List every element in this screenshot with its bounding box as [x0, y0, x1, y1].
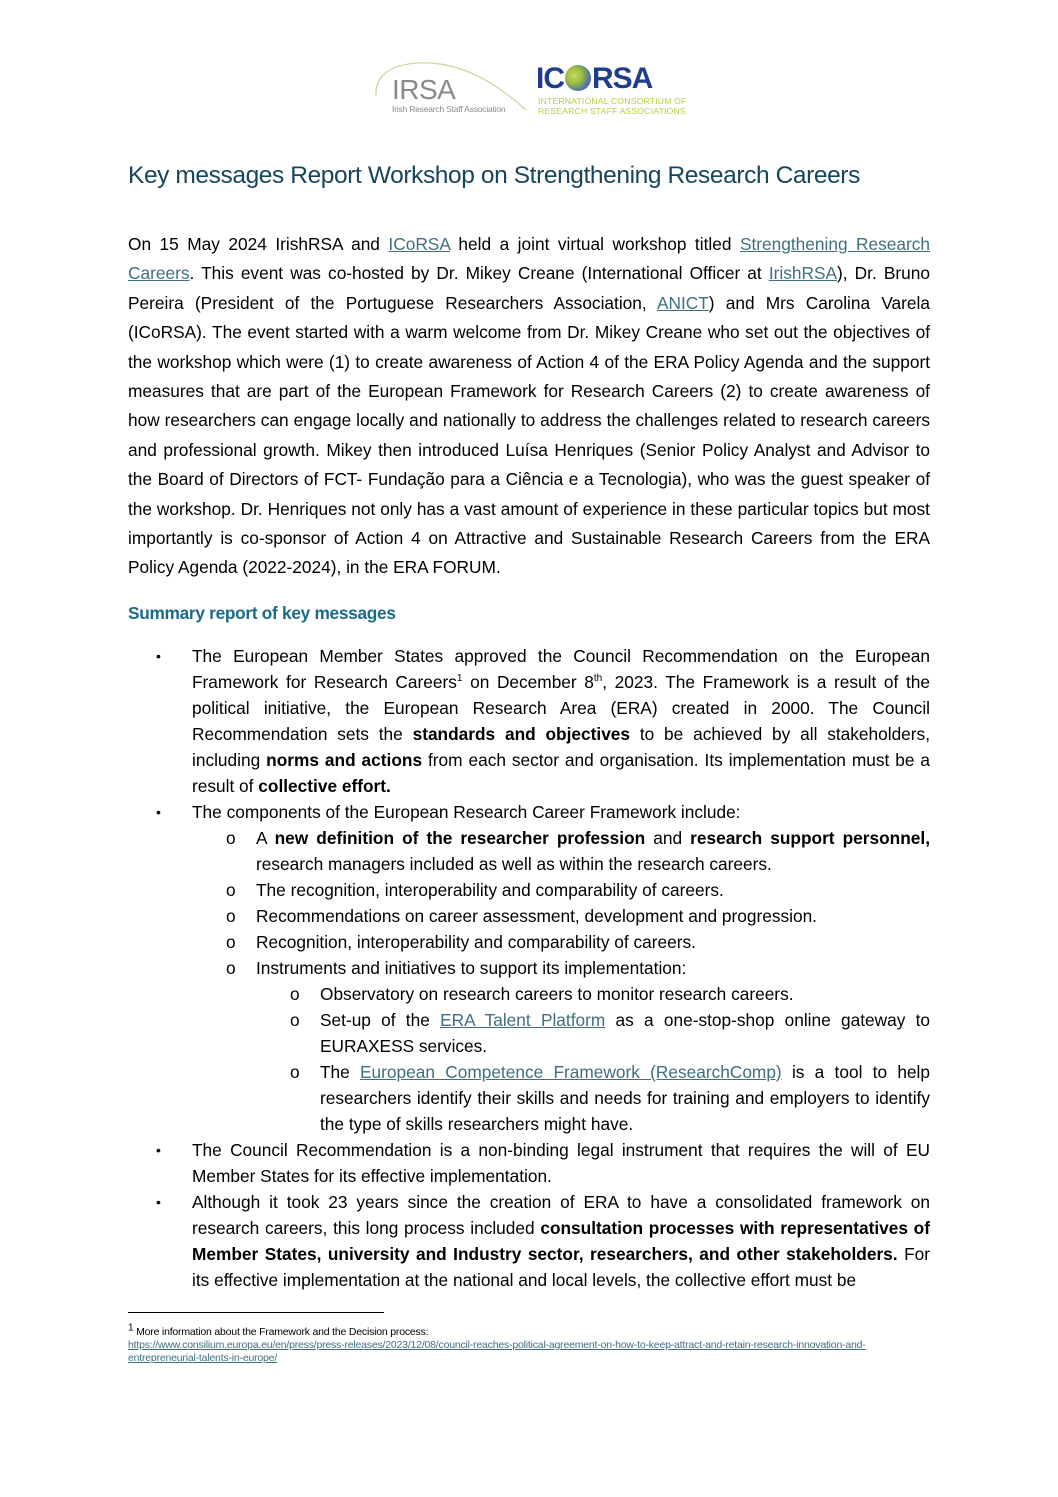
list-text: The components of the European Research Career Framework include:: [192, 802, 741, 822]
footnote-url-link[interactable]: https://www.consilium.europa.eu/en/press/press-releases/2023/12/08/council-reaches-political-agreement-on-how-to-keep-attract-and-retain-research-innovation-and-entrepreneurial-talents-in-europe/: [128, 1339, 866, 1364]
bullet-icon: •: [156, 1194, 161, 1210]
intro-text: ) and Mrs Carolina Varela (ICoRSA). The event started with a warm welcome from Dr. Mikey Creane who set out the objectives of the workshop which were (1) to create awareness of Action 4 of the ERA Policy Agenda and the support measures that are part of the European Framework for Research Careers (2) to create awareness of how researchers can engage locally and nationally to address the challenges related to research careers and professional growth. Mikey then introduced Luísa Henriques (Senior Policy Analyst and Advisor to the Board of Directors of FCT- Fundação para a Ciência e a Tecnologia), who was the guest speaker of the workshop. Dr. Henriques not only has a vast amount of experience in these particular topics but most importantly is co-sponsor of Action 4 on Attractive and Sustainable Research Careers from the ERA Policy Agenda (2022-2024), in the ERA FORUM.: [128, 292, 930, 578]
list-item: [128, 1137, 930, 1189]
list-text: The recognition, interoperability and comparability of careers.: [256, 880, 724, 900]
document-title: Key messages Report Workshop on Strengthening Research Careers: [128, 162, 860, 189]
sub-list-item: [192, 929, 930, 955]
circle-bullet-icon: o: [290, 1062, 300, 1082]
list-text: as a one-stop-shop online gateway to EURAXESS services.: [320, 1010, 930, 1056]
footnote-marker: 1: [128, 1322, 134, 1334]
circle-bullet-icon: o: [226, 828, 236, 848]
ordinal-superscript: th: [593, 673, 603, 685]
circle-bullet-icon: o: [290, 1010, 300, 1030]
list-text: The: [320, 1062, 361, 1082]
irsa-logo: [370, 56, 520, 122]
list-text: on December 8: [462, 672, 594, 692]
bold-text: new definition of the researcher profession: [274, 828, 646, 848]
header-logos: [370, 56, 700, 126]
circle-bullet-icon: o: [226, 932, 236, 952]
circle-bullet-icon: o: [226, 906, 236, 926]
bold-text: norms and actions: [266, 750, 423, 770]
sub-list: [192, 825, 930, 1137]
list-text: , 2023. The Framework is a result of the political initiative, the European Research Area (ERA) created in 2000. The Council Recommendation sets the: [192, 672, 930, 744]
sub-sub-list-item: [256, 981, 930, 1007]
bullet-icon: •: [156, 804, 161, 820]
list-item: [128, 799, 930, 1137]
icorsa-logo-subtitle: [538, 96, 686, 116]
bold-text: standards and objectives: [412, 724, 631, 744]
icorsa-link[interactable]: ICoRSA: [388, 234, 450, 254]
sub-list-item: [192, 825, 930, 877]
intro-text: held a joint virtual workshop titled: [449, 234, 740, 254]
irsa-logo-subtitle: Irish Research Staff Association: [392, 104, 506, 114]
intro-text: ), Dr. Bruno Pereira (President of the Portuguese Researchers Association,: [128, 263, 930, 313]
anict-link[interactable]: ANICT: [656, 292, 709, 313]
list-text: The Council Recommendation is a non-binding legal instrument that requires the will of EU Member States for its effective implementation.: [192, 1140, 930, 1186]
circle-bullet-icon: o: [290, 984, 300, 1004]
irsa-logo-text: IRSA: [392, 74, 456, 105]
era-talent-platform-link[interactable]: ERA Talent Platform: [440, 1010, 606, 1030]
footnote-reference[interactable]: 1: [456, 673, 463, 685]
bold-text: consultation processes with representatives of Member States, university and Industry sector, researchers, and other stakeholders.: [192, 1218, 930, 1264]
list-text: A: [256, 828, 275, 848]
bold-text: collective effort.: [258, 776, 391, 796]
icorsa-logo-ic: IC: [536, 62, 564, 95]
intro-text: On 15 May 2024 IrishRSA and: [128, 234, 389, 254]
list-text: Set-up of the: [320, 1010, 441, 1030]
intro-paragraph: [128, 230, 930, 583]
list-text: Recognition, interoperability and comparability of careers.: [256, 932, 696, 952]
footnote-separator: [128, 1312, 384, 1313]
researchcomp-link[interactable]: European Competence Framework (ResearchComp): [360, 1062, 782, 1082]
list-text: Recommendations on career assessment, development and progression.: [256, 906, 817, 926]
footnote-text-line: [128, 1322, 928, 1339]
sub-list-item: [192, 903, 930, 929]
sub-sub-list: [256, 981, 930, 1137]
bold-text: research support personnel,: [690, 828, 930, 848]
globe-icon: [565, 65, 591, 91]
list-text: For its effective implementation at the national and local levels, the collective effort must be: [192, 1244, 930, 1290]
list-text: The European Member States approved the Council Recommendation on the European Framework for Research Careers: [192, 646, 930, 692]
sub-list-item: [192, 955, 930, 1137]
irishrsa-link[interactable]: IrishRSA: [768, 263, 838, 284]
summary-heading: Summary report of key messages: [128, 603, 396, 623]
footnote-text: More information about the Framework and the Decision process:: [133, 1326, 429, 1338]
circle-bullet-icon: o: [226, 958, 236, 978]
key-messages-list: [128, 643, 930, 1293]
sub-list-item: [192, 877, 930, 903]
workshop-link[interactable]: Strengthening Research Careers: [128, 234, 931, 284]
sub-sub-list-item: [256, 1059, 930, 1137]
footnote: [128, 1322, 928, 1365]
bullet-icon: •: [156, 1142, 161, 1158]
icorsa-logo-text: [536, 62, 652, 96]
list-text: from each sector and organisation. Its implementation must be a result of: [192, 750, 930, 796]
icorsa-subtitle-line2: RESEARCH STAFF ASSOCIATIONS: [538, 106, 686, 116]
list-text: Observatory on research careers to monitor research careers.: [320, 984, 794, 1004]
list-text: Although it took 23 years since the creation of ERA to have a consolidated framework on research careers, this long process included: [192, 1192, 930, 1238]
list-text: and: [645, 828, 691, 848]
sub-sub-list-item: [256, 1007, 930, 1059]
list-text: Instruments and initiatives to support its implementation:: [256, 958, 687, 978]
icorsa-logo: [536, 62, 696, 126]
circle-bullet-icon: o: [226, 880, 236, 900]
list-text: research managers included as well as within the research careers.: [256, 854, 772, 874]
list-text: to be achieved by all stakeholders, including: [192, 724, 930, 770]
list-item: [128, 1189, 930, 1293]
bullet-icon: •: [156, 648, 161, 664]
list-item: [128, 643, 930, 799]
list-text: is a tool to help researchers identify their skills and needs for training and employers to identify the type of skills researchers might have.: [320, 1062, 930, 1134]
icorsa-subtitle-line1: INTERNATIONAL CONSORTIUM OF: [538, 96, 687, 106]
icorsa-logo-rsa: RSA: [592, 62, 653, 95]
intro-text: . This event was co-hosted by Dr. Mikey Creane (International Officer at: [189, 263, 769, 284]
